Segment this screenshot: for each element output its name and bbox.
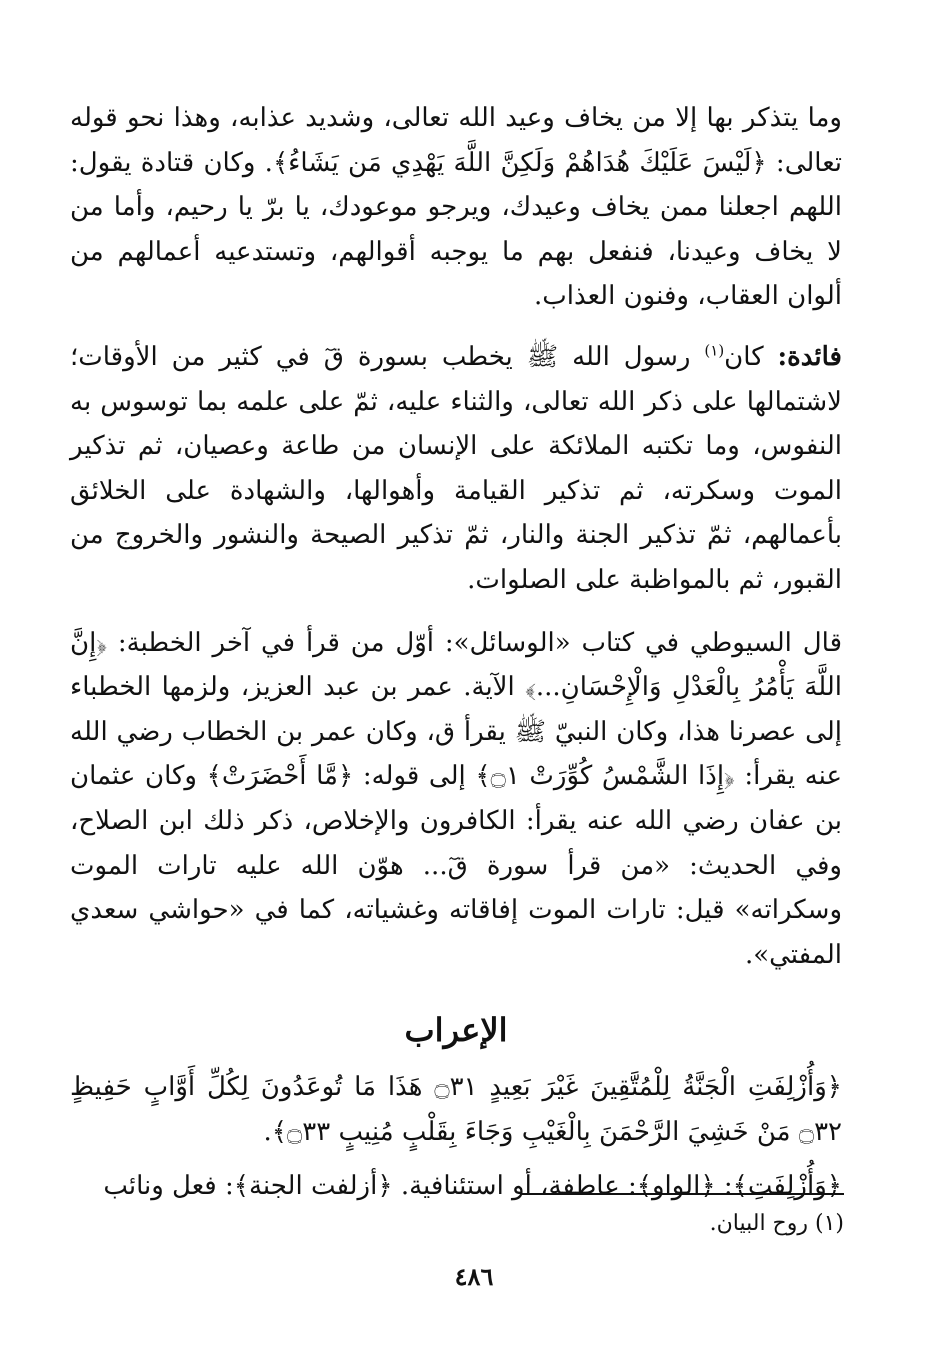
paragraph-suyuti: قال السيوطي في كتاب «الوسائل»: أوّل من قرأ في آخر الخطبة: ﴿إِنَّ اللَّهَ يَأْمُرُ بِالْعَدْلِ وَالْإِحْسَانِ...﴾ الآية. عمر بن عبد العزيز، ولزمها الخطباء إلى عصرنا هذا، وكان النبيّ ﷺ يقرأ ق، وكان عمر بن الخطاب رضي الله عنه يقرأ: ﴿إِذَا الشَّمْسُ كُوِّرَتْ ۝١﴾ إلى قوله: ﴿مَّا أَحْضَرَتْ﴾ وكان عثمان بن عفان رضي الله عنه يقرأ: الكافرون والإخلاص، ذكر ذلك ابن الصلاح، وفي الحديث: «من قرأ سورة قٓ... هوّن الله عليه تارات الموت وسكراته» قيل: تارات الموت إفاقاته وغشياته، كما في «حواشي سعدي المفتي». <box>70 627 842 970</box>
page-number: ٤٨٦ <box>454 1262 494 1291</box>
paragraph-intro: وما يتذكر بها إلا من يخاف وعيد الله تعالى، وشديد عذابه، وهذا نحو قوله تعالى: ﴿لَيْسَ عَلَيْكَ هُدَاهُمْ وَلَكِنَّ اللَّهَ يَهْدِي مَن يَشَاءُ﴾. وكان قتادة يقول: اللهم اجعلنا ممن يخاف وعيدك، ويرجو موعودك، يا برّ يا رحيم، وأما من لا يخاف وعيدنا، فنفعل بهم ما يوجبه أقوالهم، وتستدعيه أعمالهم من ألوان العقاب، وفنون العذاب. <box>70 103 842 312</box>
footnote: (١) روح البيان. <box>709 1211 844 1236</box>
page-body <box>70 96 842 1209</box>
irab-line: ﴿وَأُزْلِفَتِ﴾: ﴿الواو﴾: عاطفة، أو استئنافية. ﴿أزلفت الجنة﴾: فعل ونائب <box>103 1171 842 1202</box>
footnote-marker: (١) <box>704 341 725 360</box>
footnote-divider <box>522 1193 844 1195</box>
quran-verses-block: ﴿وَأُزْلِفَتِ الْجَنَّةُ لِلْمُتَّقِينَ غَيْرَ بَعِيدٍ ۝٣١ هَذَا مَا تُوعَدُونَ لِكُلِّ أَوَّابٍ حَفِيظٍ ۝٣٢ مَنْ خَشِيَ الرَّحْمَنَ بِالْغَيْبِ وَجَاءَ بِقَلْبٍ مُنِيبٍ ۝٣٣﴾. <box>70 1072 842 1147</box>
faida-text-rest: رسول الله ﷺ يخطب بسورة قٓ في كثير من الأوقات؛ لاشتمالها على ذكر الله تعالى، والثناء عليه، ثمّ على علمه بما توسوس به النفوس، وما تكتبه الملائكة على الإنسان من طاعة وعصيان، ثم تذكير الموت وسكرته، ثم تذكير القيامة وأهوالها، والشهادة على الخلائق بأعمالهم، ثمّ تذكير الجنة والنار، ثمّ تذكير الصيحة والنشور والخروج من القبور، ثم بالمواظبة على الصلوات. <box>70 341 842 595</box>
faida-label: فائدة: <box>777 341 842 372</box>
faida-text-start: كان <box>724 341 778 372</box>
paragraph-faida <box>70 335 842 603</box>
section-heading-irab: الإعراب <box>404 1011 508 1050</box>
